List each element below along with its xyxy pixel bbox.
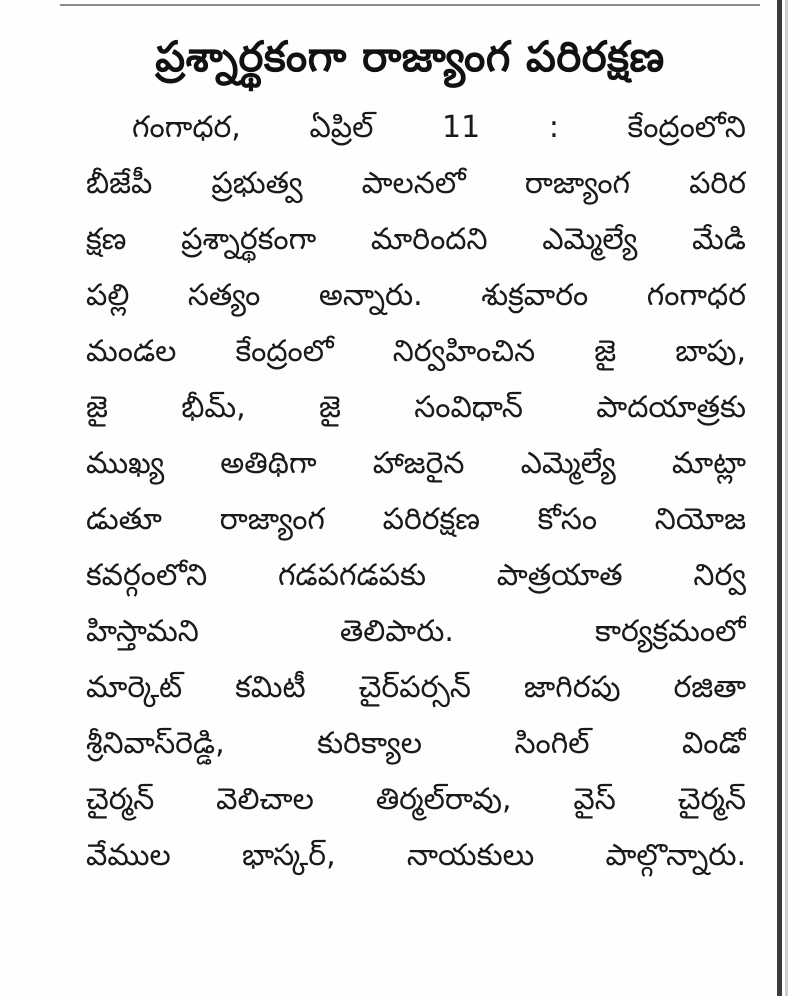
article-line: వేముల భాస్కర్, నాయకులు పాల్గొన్నారు. [86, 838, 746, 873]
article-line: శ్రీనివాస్‌రెడ్డి, కురిక్యాల సింగిల్ విండో [86, 726, 746, 761]
article-line: గంగాధర, ఏప్రిల్ 11 : కేంద్రంలోని [132, 110, 746, 145]
article-headline: ప్రశ్నార్థకంగా రాజ్యాంగ పరిరక్షణ [155, 32, 665, 81]
page-edge-shadow [785, 0, 788, 996]
article-line: బీజేపీ ప్రభుత్వ పాలనలో రాజ్యాంగ పరిర [86, 166, 746, 201]
article-line: జై భీమ్, జై సంవిధాన్ పాదయాత్రకు [86, 390, 746, 425]
top-rule [60, 4, 760, 6]
article-line: క్షణ ప్రశ్నార్థకంగా మారిందని ఎమ్మెల్యే మేడి [86, 222, 746, 257]
article-line: హిస్తామని తెలిపారు. కార్యక్రమంలో [86, 614, 746, 649]
article-line: మండల కేంద్రంలో నిర్వహించిన జై బాపు, [86, 334, 746, 369]
article-line: కవర్గంలోని గడపగడపకు పాత్రయాత నిర్వ [86, 558, 746, 593]
page-edge [777, 0, 782, 996]
article-line: మార్కెట్ కమిటీ చైర్‌పర్సన్ జాగిరపు రజితా [86, 670, 746, 705]
article-line: చైర్మన్ వెలిచాల తిర్మల్‌రావు, వైస్ చైర్మన్ [86, 782, 746, 817]
article-line: పల్లి సత్యం అన్నారు. శుక్రవారం గంగాధర [86, 278, 746, 313]
article-line: ముఖ్య అతిథిగా హాజరైన ఎమ్మెల్యే మాట్లా [86, 446, 746, 481]
article-line: డుతూ రాజ్యాంగ పరిరక్షణ కోసం నియోజ [86, 502, 746, 537]
article-body [86, 100, 746, 884]
